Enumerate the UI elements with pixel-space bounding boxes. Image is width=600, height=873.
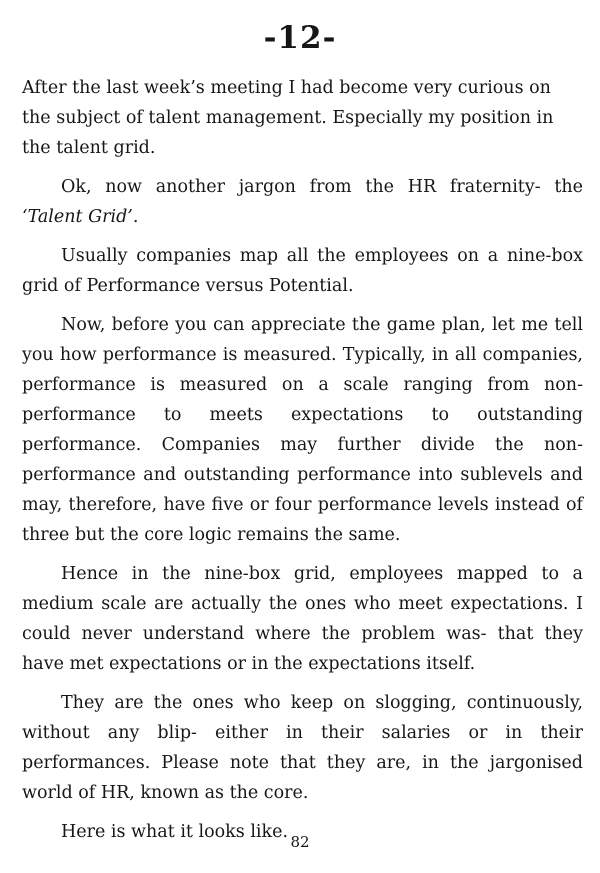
body-text [22, 73, 583, 856]
paragraph-2-text: Ok, now another jargon from the HR fraternity- the [61, 177, 583, 197]
paragraph-4: Now, before you can appreciate the game plan, let me tell you how performance is measured. Typically, in all companies, performance is measured on a scale ranging from non-performance to meets expectations to outstanding performance. Companies may further divide the non-performance and outstanding performance into sublevels and may, therefore, have five or four performance levels instead of three but the core logic remains the same. [22, 315, 583, 545]
paragraph-1: After the last week’s meeting I had become very curious on the subject of talent management. Especially my position in the talent grid. [22, 78, 554, 158]
talent-grid-term: ‘Talent Grid’ [22, 207, 133, 227]
paragraph-2-end: . [132, 207, 139, 227]
chapter-number: -12- [263, 20, 337, 56]
page-number: 82 [290, 833, 310, 851]
paragraph-6: They are the ones who keep on slogging, continuously, without any blip- either in their salaries or in their performances. Please note that they are, in the jargonised world of HR, known as the core. [22, 693, 583, 803]
paragraph-2 [22, 172, 583, 232]
paragraph-5: Hence in the nine-box grid, employees mapped to a medium scale are actually the ones who meet expectations. I could never understand where the problem was- that they have met expectations or in the expectations itself. [22, 564, 583, 674]
paragraph-7: Here is what it looks like. [61, 822, 289, 842]
paragraph-3: Usually companies map all the employees on a nine-box grid of Performance versus Potential. [22, 246, 583, 296]
